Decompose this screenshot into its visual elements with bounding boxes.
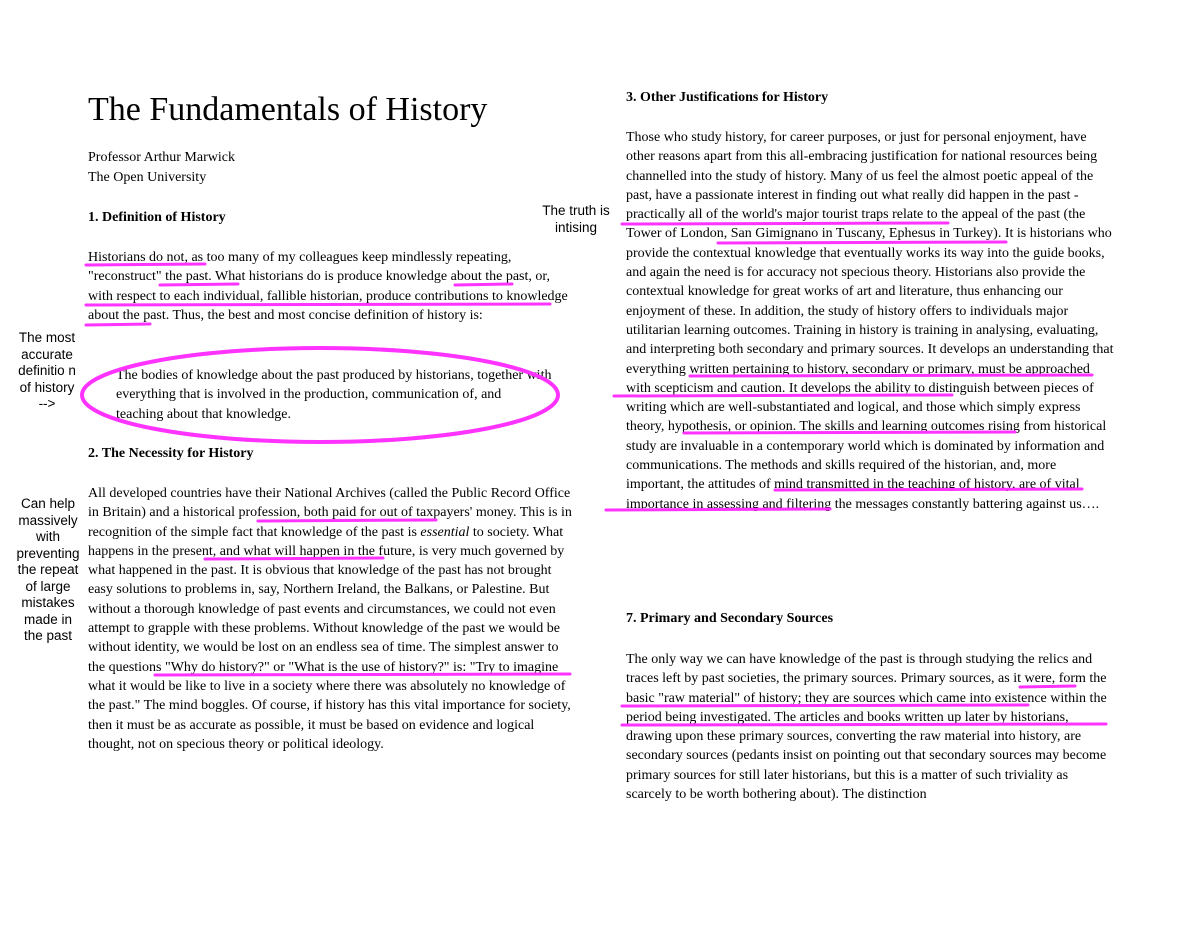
section-1-paragraph: Historians do not, as too many of my colleagues keep mindlessly repeating, "reconstruct" the past. What historians do is produce knowledge about the past, or, with respect to each individual, fallible historian, produce contributions to knowledge about the past. Thus, the best and most concise definition of history is:	[88, 250, 568, 323]
section-2-text-a: All developed countries have their National Archives (called the Public Record Office in Britain) and a historical profession, both paid for out of taxpayers' money. This is in recognition of the simple fact that knowledge of the past is	[88, 486, 572, 540]
section-7-body	[626, 650, 1116, 804]
section-2-body	[88, 484, 578, 754]
definition-quote	[116, 366, 552, 424]
definition-text: The bodies of knowledge about the past produced by historians, together with everything that is involved in the production, communication of, and teaching about that knowledge.	[116, 368, 552, 422]
section-7-paragraph: The only way we can have knowledge of the past is through studying the relics and traces left by past societies, the primary sources. Primary sources, as it were, form the basic "raw material" of history; they are sources which came into existence within the period being investigated. The articles and books written up later by historians, drawing upon these primary sources, converting the raw material into history, are secondary sources (pedants insist on pointing out that secondary sources may become primary sources for still later historians, but this is a matter of such triviality as scarcely to be worth bothering about). The distinction	[626, 652, 1107, 803]
section-1-heading: 1. Definition of History	[88, 210, 226, 225]
section-2-emphasis: essential	[420, 524, 470, 540]
author-block	[88, 148, 235, 188]
section-2-heading: 2. The Necessity for History	[88, 446, 254, 461]
section-1-body	[88, 248, 572, 325]
section-3-heading: 3. Other Justifications for History	[626, 90, 829, 105]
annotation-definition: The most accurate definitio n of history -->	[18, 330, 76, 411]
annotation-help: Can help massively with preventing the repeat of large mistakes made in the past	[16, 496, 80, 643]
author-affiliation: The Open University	[88, 170, 207, 185]
section-3-paragraph: Those who study history, for career purposes, or just for personal enjoyment, have other reasons apart from this all-embracing justification for national resources being channelled into the study of history. Many of us feel the almost poetic appeal of the past, have a passionate interest in finding out what really did happen in the past - practically all of the world's major tourist traps relate to the appeal of the past (the Tower of London, San Gimignano in Tuscany, Ephesus in Turkey). It is historians who provide the contextual knowledge that eventually works its way into the guide books, and again the need is for accuracy not specious theory. Historians also provide the contextual knowledge for great works of art and literature, thus enhancing our enjoyment of these. In addition, the study of history offers to individuals major utilitarian learning outcomes. Training in history is training in analysing, evaluating, and interpreting both secondary and primary sources. It develops an understanding that everything written pertaining to history, secondary or primary, must be approached with scepticism and caution. It develops the ability to distinguish between pieces of writing which are well-substantiated and logical, and those which simply express theory, hypothesis, or opinion. The skills and learning outcomes rising from historical study are invaluable in a contemporary world which is dominated by information and communications. The methods and skills required of the historian, and, more important, the attitudes of mind transmitted in the teaching of history, are of vital importance in assessing and filtering the messages constantly battering against us….	[626, 130, 1114, 512]
section-3-body	[626, 128, 1114, 514]
annotation-truth: The truth is intising	[542, 203, 610, 235]
section-2-text-b: to society. What happens in the present, and what will happen in the future, is very much governed by what happened in the past. It is obvious that knowledge of the past has not brought easy solutions to problems in, say, Northern Ireland, the Balkans, or Palestine. But without a thorough knowledge of past events and circumstances, we could not even attempt to grapple with these problems. Without knowledge of the past we would be without identity, we would be lost on an endless sea of time. The simplest answer to the questions "Why do history?" or "What is the use of history?" is: "Try to imagine what it would be like to live in a society where there was absolutely no knowledge of the past." The mind boggles. Of course, if history has this vital importance for society, then it must be as accurate as possible, it must be based on evidence and logical thought, not on specious theory or political ideology.	[88, 524, 571, 752]
section-7-heading: 7. Primary and Secondary Sources	[626, 611, 834, 626]
author-name: Professor Arthur Marwick	[88, 150, 235, 165]
section-2-paragraph	[88, 484, 578, 754]
page-title: The Fundamentals of History	[88, 91, 488, 128]
